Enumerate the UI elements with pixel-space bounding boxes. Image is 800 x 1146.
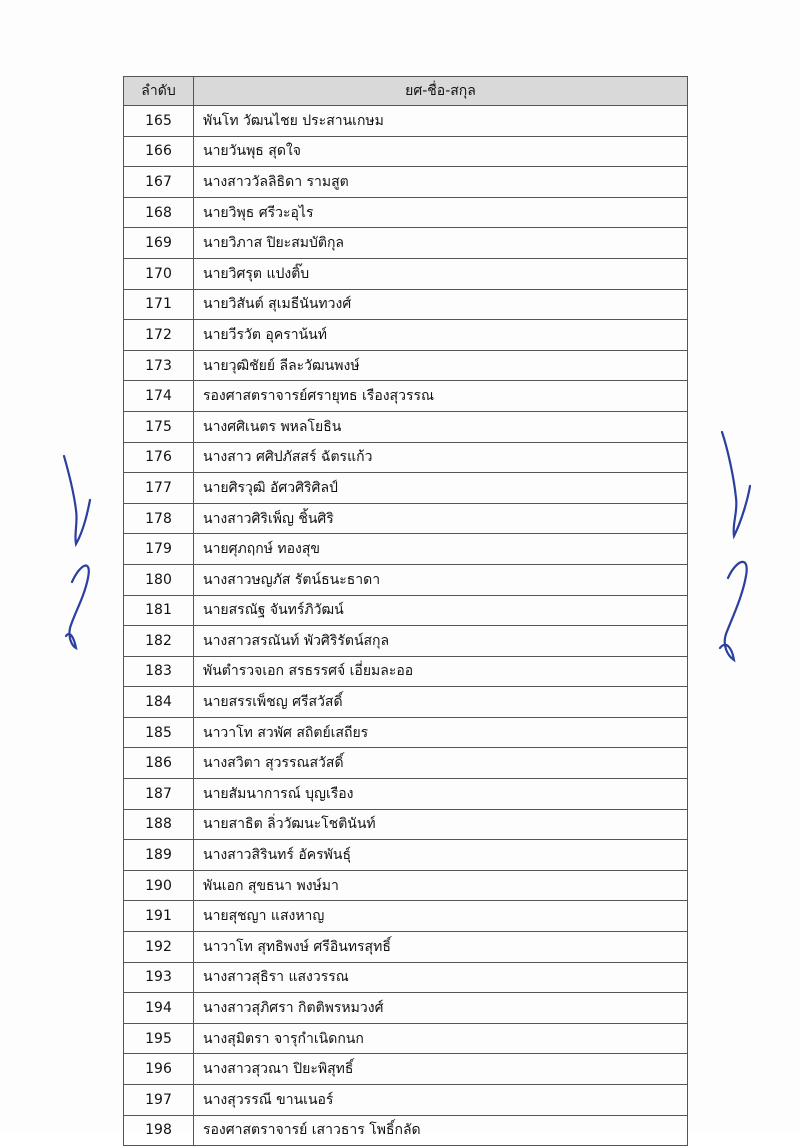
row-name: นางสาวสิรินทร์ อัครพันธุ์ — [194, 840, 688, 871]
table-row — [124, 901, 688, 932]
table-row — [124, 656, 688, 687]
row-name: นางสาวสุธิรา แสงวรรณ — [194, 962, 688, 993]
table-row — [124, 564, 688, 595]
table-row — [124, 167, 688, 198]
row-name: นายวีรวัต อุคราน้นท์ — [194, 320, 688, 351]
table-row — [124, 289, 688, 320]
row-number: 169 — [124, 228, 194, 259]
table-row — [124, 1054, 688, 1085]
row-number: 173 — [124, 350, 194, 381]
row-name: นางสวิตา สุวรรณสวัสดิ์ — [194, 748, 688, 779]
table-row — [124, 106, 688, 137]
row-name: นางสาวสุวณา ปิยะพิสุทธิ์ — [194, 1054, 688, 1085]
table-row — [124, 381, 688, 412]
row-name: นายสาธิต ลิ่ววัฒนะโชตินันท์ — [194, 809, 688, 840]
row-number: 188 — [124, 809, 194, 840]
row-name: นาวาโท สุทธิพงษ์ ศรีอินทรสุทธิ์ — [194, 932, 688, 963]
row-name: นายศิรวุฒิ อัศวศิริศิลป์ — [194, 473, 688, 504]
table-row — [124, 932, 688, 963]
row-number: 183 — [124, 656, 194, 687]
row-number: 172 — [124, 320, 194, 351]
row-name: พันโท วัฒนไชย ประสานเกษม — [194, 106, 688, 137]
row-number: 182 — [124, 626, 194, 657]
row-name: นายวุฒิชัยย์ ลีละวัฒนพงษ์ — [194, 350, 688, 381]
row-number: 165 — [124, 106, 194, 137]
table-row — [124, 870, 688, 901]
handwritten-signature-left — [50, 452, 100, 662]
row-name: รองศาสตราจารย์ เสาวธาร โพธิ์กลัด — [194, 1115, 688, 1146]
row-name: นายวิพุธ ศรีวะอุไร — [194, 197, 688, 228]
row-name: นายวันพุธ สุดใจ — [194, 136, 688, 167]
row-number: 170 — [124, 258, 194, 289]
row-number: 166 — [124, 136, 194, 167]
table-row — [124, 748, 688, 779]
table-row — [124, 320, 688, 351]
row-number: 187 — [124, 779, 194, 810]
table-row — [124, 993, 688, 1024]
row-number: 194 — [124, 993, 194, 1024]
table-row — [124, 350, 688, 381]
row-name: พันตำรวจเอก สรธรรศจ์ เอี่ยมละออ — [194, 656, 688, 687]
table-row — [124, 1085, 688, 1116]
table-row — [124, 962, 688, 993]
row-number: 177 — [124, 473, 194, 504]
row-number: 184 — [124, 687, 194, 718]
table-row — [124, 534, 688, 565]
row-name: นายศุภฤกษ์ ทองสุข — [194, 534, 688, 565]
row-name: นางสุวรรณี ขานเนอร์ — [194, 1085, 688, 1116]
row-name: รองศาสตราจารย์ศรายุทธ เรืองสุวรรณ — [194, 381, 688, 412]
row-name: นางสาวสุภิศรา กิตติพรหมวงศ์ — [194, 993, 688, 1024]
row-number: 176 — [124, 442, 194, 473]
name-list-table — [123, 76, 688, 1146]
table-row — [124, 717, 688, 748]
row-number: 189 — [124, 840, 194, 871]
row-number: 168 — [124, 197, 194, 228]
table-row — [124, 228, 688, 259]
row-number: 174 — [124, 381, 194, 412]
table-row — [124, 840, 688, 871]
row-name: นางศศิเนตร พหลโยธิน — [194, 411, 688, 442]
row-number: 191 — [124, 901, 194, 932]
table-row — [124, 595, 688, 626]
row-number: 186 — [124, 748, 194, 779]
handwritten-signature-right — [702, 428, 762, 668]
row-name: นายวิภาส ปิยะสมบัติกุล — [194, 228, 688, 259]
row-number: 171 — [124, 289, 194, 320]
row-name: นางสาวศิริเพ็ญ ชิ้นศิริ — [194, 503, 688, 534]
row-number: 167 — [124, 167, 194, 198]
row-name: นางสาววัลลิธิดา รามสูต — [194, 167, 688, 198]
row-name: นางสาวสรณันท์ พัวศิริรัตน์สกุล — [194, 626, 688, 657]
row-name: นายสุชญา แสงหาญ — [194, 901, 688, 932]
row-number: 190 — [124, 870, 194, 901]
table-row — [124, 626, 688, 657]
row-number: 193 — [124, 962, 194, 993]
table-row — [124, 473, 688, 504]
table-row — [124, 503, 688, 534]
row-number: 185 — [124, 717, 194, 748]
row-number: 180 — [124, 564, 194, 595]
row-name: นายวิสันต์ สุเมธีนันทวงศ์ — [194, 289, 688, 320]
row-number: 196 — [124, 1054, 194, 1085]
row-number: 197 — [124, 1085, 194, 1116]
row-name: นายสัมนาการณ์ บุญเรือง — [194, 779, 688, 810]
row-name: นายสรณัฐ จันทร์ภิวัฒน์ — [194, 595, 688, 626]
table-row — [124, 687, 688, 718]
row-number: 195 — [124, 1023, 194, 1054]
table-row — [124, 411, 688, 442]
row-name: นาวาโท สวพัศ สถิตย์เสถียร — [194, 717, 688, 748]
row-number: 175 — [124, 411, 194, 442]
header-name: ยศ-ชื่อ-สกุล — [194, 77, 688, 106]
table-header-row — [124, 77, 688, 106]
table-row — [124, 779, 688, 810]
row-number: 178 — [124, 503, 194, 534]
table-row — [124, 442, 688, 473]
table-row — [124, 258, 688, 289]
row-name: นางสาว ศศิปภัสสร์ ฉัตรแก้ว — [194, 442, 688, 473]
row-name: นายวิศรุต แปงติ๊บ — [194, 258, 688, 289]
table-row — [124, 1115, 688, 1146]
table-row — [124, 136, 688, 167]
row-name: นางสุมิตรา จารุกำเนิดกนก — [194, 1023, 688, 1054]
row-name: นายสรรเพ็ชญ ศรีสวัสดิ์ — [194, 687, 688, 718]
table-row — [124, 197, 688, 228]
row-name: นางสาวษญภัส รัตน์ธนะธาดา — [194, 564, 688, 595]
row-number: 181 — [124, 595, 194, 626]
row-number: 198 — [124, 1115, 194, 1146]
table-row — [124, 1023, 688, 1054]
header-number: ลำดับ — [124, 77, 194, 106]
row-name: พันเอก สุขธนา พงษ์มา — [194, 870, 688, 901]
row-number: 192 — [124, 932, 194, 963]
row-number: 179 — [124, 534, 194, 565]
table-row — [124, 809, 688, 840]
